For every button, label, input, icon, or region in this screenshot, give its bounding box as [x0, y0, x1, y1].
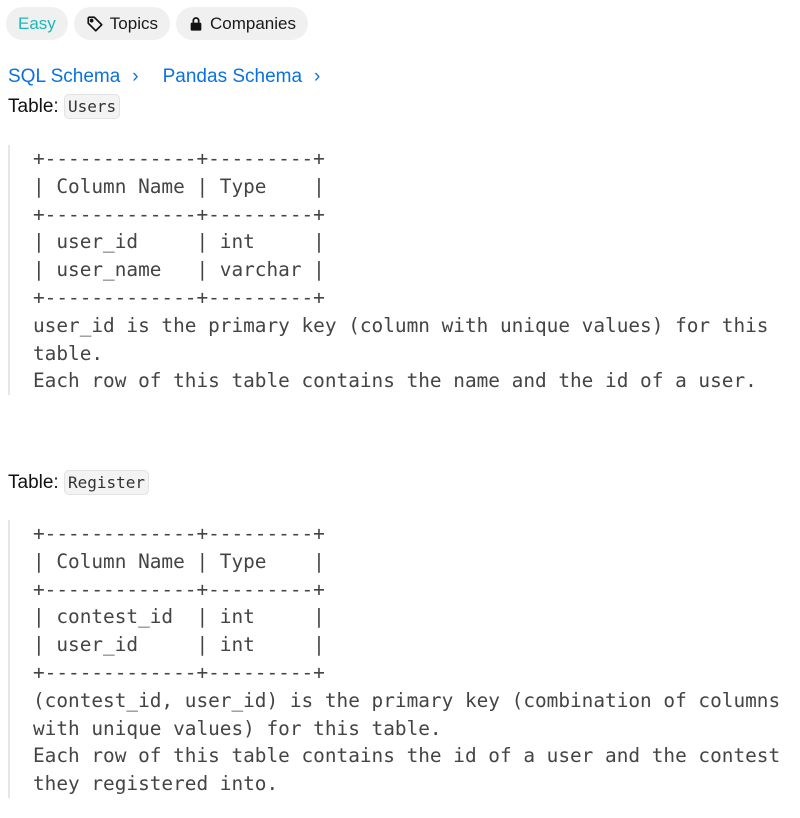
tag-icon	[86, 15, 104, 33]
companies-label: Companies	[209, 13, 296, 33]
chevron-right-icon: ›	[132, 66, 139, 87]
tag-bar	[6, 7, 308, 40]
users-schema-text: +-------------+---------+ | Column Name | Type | +-------------+---------+ | user_id | int | | user_name | varchar | +-------------+---------+ user_id is the primary key (column with unique values) for this table. Each row of this table contains the name and the id of a user.	[33, 147, 769, 393]
pandas-schema-link[interactable]: Pandas Schema	[162, 66, 303, 87]
difficulty-badge	[6, 7, 68, 40]
companies-button[interactable]	[176, 7, 308, 40]
sql-schema-link[interactable]: SQL Schema	[8, 66, 121, 87]
table-label-text: Table:	[8, 96, 59, 117]
table-label-register	[8, 472, 149, 494]
table-name-code: Register	[64, 470, 149, 495]
register-schema-text: +-------------+---------+ | Column Name | Type | +-------------+---------+ | contest_id | int | | user_id | int | +-------------+---------+ (contest_id, user_id) is the primary key (combination of columns with unique values) for this table. Each row of this table contains the id of a user and the contest they registered into.	[33, 522, 781, 796]
register-schema-block	[8, 520, 780, 798]
difficulty-label: Easy	[18, 13, 56, 33]
lock-icon	[188, 16, 204, 32]
topics-button[interactable]	[74, 7, 170, 40]
users-schema-block	[8, 145, 768, 395]
table-label-text: Table:	[8, 472, 59, 493]
table-label-users	[8, 96, 120, 118]
schema-links	[8, 66, 344, 88]
topics-label: Topics	[109, 13, 158, 33]
chevron-right-icon: ›	[314, 66, 321, 87]
table-name-code: Users	[64, 94, 120, 119]
